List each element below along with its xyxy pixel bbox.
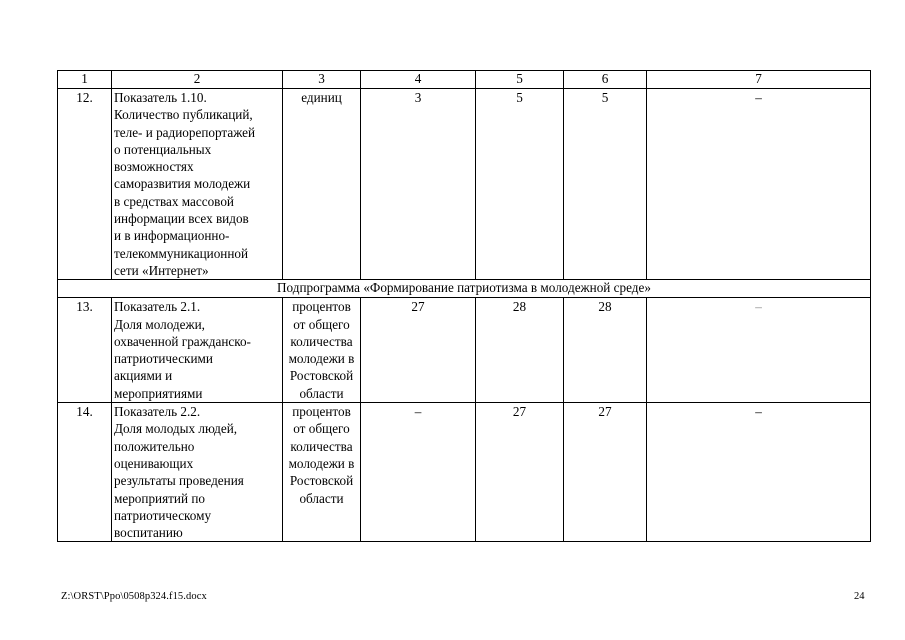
indicator-line: положительно — [114, 438, 195, 454]
indicator-line: патриотическому — [114, 507, 212, 523]
indicator-line: в средствах массовой — [114, 193, 234, 209]
indicator-line: результаты проведения — [114, 473, 244, 489]
footer-file-path: Z:\ORST\Ppo\0508p324.f15.docx — [61, 591, 207, 602]
header-cell: 7 — [647, 71, 871, 89]
indicator-line: патриотическими — [114, 351, 213, 367]
note-cell: – — [647, 89, 871, 280]
header-cell: 2 — [112, 71, 283, 89]
indicator-line: мероприятий по — [114, 490, 205, 506]
indicator-line: охваченной гражданско- — [114, 333, 251, 349]
indicators-table — [57, 70, 871, 542]
indicator-line: телекоммуникационной — [114, 245, 249, 261]
unit-cell — [283, 298, 361, 403]
row-number: 12. — [58, 89, 112, 280]
indicator-line: Количество публикаций, — [114, 107, 253, 123]
subprogram-title: Подпрограмма «Формирование патриотизма в молодежной среде» — [58, 280, 871, 298]
unit-line: от общего — [293, 421, 350, 437]
indicator-line: возможностях — [114, 159, 194, 175]
header-cell: 5 — [476, 71, 564, 89]
indicator-line: сети «Интернет» — [114, 262, 209, 278]
subprogram-row — [58, 280, 871, 298]
value-col4: 3 — [361, 89, 476, 280]
header-cell: 1 — [58, 71, 112, 89]
table-row — [58, 89, 871, 280]
header-cell: 6 — [564, 71, 647, 89]
note-cell: – — [647, 403, 871, 542]
row-number: 13. — [58, 298, 112, 403]
unit-cell — [283, 403, 361, 542]
indicator-line: информации всех видов — [114, 211, 249, 227]
indicator-cell — [112, 89, 283, 280]
unit-line: области — [299, 490, 344, 506]
indicator-line: акциями и — [114, 368, 173, 384]
table-row — [58, 403, 871, 542]
unit-line: молодежи в — [288, 351, 355, 367]
indicator-cell — [112, 403, 283, 542]
unit-line: Ростовской — [289, 368, 354, 384]
indicator-line: Доля молодых людей, — [114, 421, 238, 437]
unit-line: процентов — [292, 299, 351, 315]
unit-cell — [283, 89, 361, 280]
row-number: 14. — [58, 403, 112, 542]
value-col5: 5 — [476, 89, 564, 280]
indicator-line: воспитанию — [114, 525, 183, 541]
indicator-line: Доля молодежи, — [114, 316, 205, 332]
header-cell: 3 — [283, 71, 361, 89]
indicator-line: Показатель 1.10. — [114, 90, 207, 105]
indicator-line: мероприятиями — [114, 385, 203, 401]
unit-line: процентов — [292, 404, 351, 420]
unit-line: молодежи в — [288, 455, 355, 471]
unit-line: количества — [290, 438, 353, 454]
value-col6: 27 — [564, 403, 647, 542]
value-col4: – — [361, 403, 476, 542]
indicator-line: о потенциальных — [114, 141, 212, 157]
table-header-row — [58, 71, 871, 89]
value-col5: 27 — [476, 403, 564, 542]
indicator-cell — [112, 298, 283, 403]
note-cell: – — [647, 298, 871, 403]
unit-line: единиц — [301, 90, 342, 105]
value-col6: 28 — [564, 298, 647, 403]
indicator-line: Показатель 2.1. — [114, 299, 201, 315]
indicator-line: оценивающих — [114, 455, 194, 471]
indicator-line: теле- и радиорепортажей — [114, 124, 256, 140]
unit-line: Ростовской — [289, 473, 354, 489]
header-cell: 4 — [361, 71, 476, 89]
unit-line: от общего — [293, 316, 350, 332]
indicator-line: саморазвития молодежи — [114, 176, 251, 192]
unit-line: количества — [290, 333, 353, 349]
value-col4: 27 — [361, 298, 476, 403]
page-number: 24 — [854, 591, 865, 602]
unit-line: области — [299, 385, 344, 401]
indicator-line: и в информационно- — [114, 228, 230, 244]
table-row — [58, 298, 871, 403]
value-col5: 28 — [476, 298, 564, 403]
value-col6: 5 — [564, 89, 647, 280]
indicator-line: Показатель 2.2. — [114, 404, 201, 420]
